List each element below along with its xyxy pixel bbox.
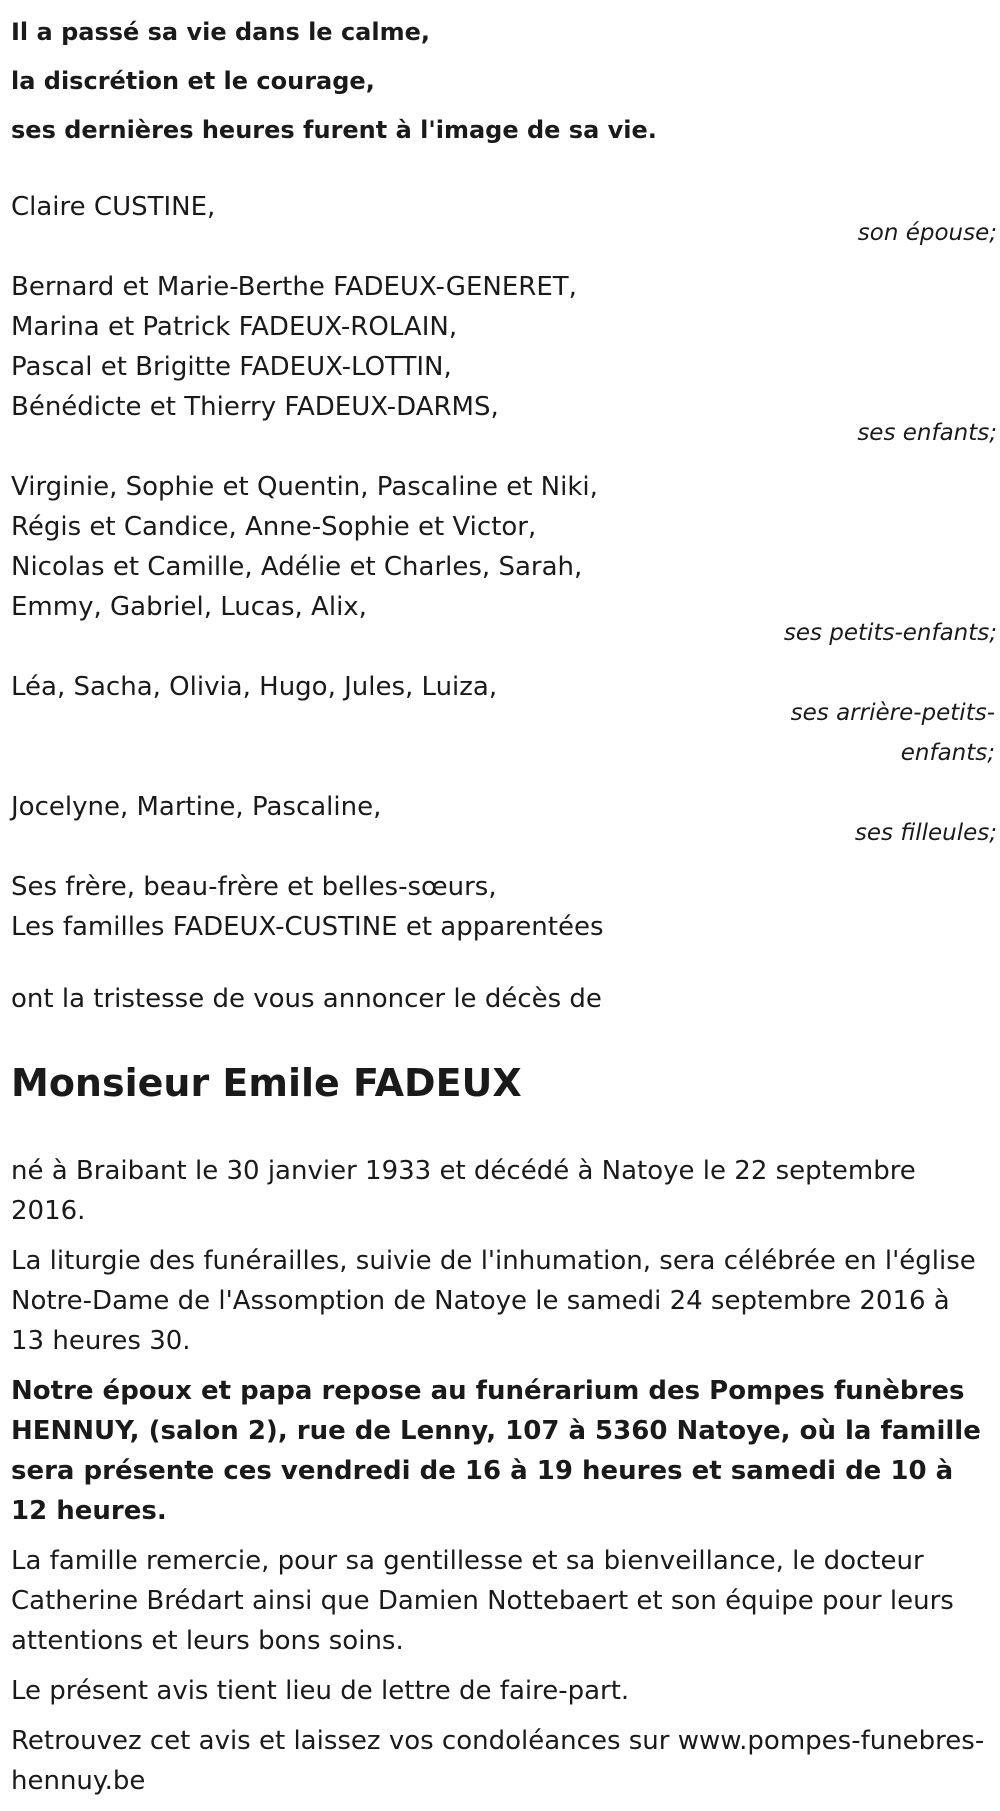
epitaph-line: ses dernières heures furent à l'image de sa vie. xyxy=(11,116,657,144)
family-name-line: Marina et Patrick FADEUX-ROLAIN, xyxy=(11,312,458,342)
family-name-line: Régis et Candice, Anne-Sophie et Victor, xyxy=(11,512,537,542)
funerarium-text: Notre époux et papa repose au funérarium des Pompes funèbres HENNUY, (salon 2), rue de Lenny, 107 à 5360 Natoye, où la famille sera présente ces vendredi de 16 à 19 heures et samedi de 10 à 12 heures. xyxy=(11,1376,981,1526)
family-name-line: Nicolas et Camille, Adélie et Charles, Sarah, xyxy=(11,552,583,582)
family-group-siblings xyxy=(11,867,991,947)
thanks-text: La famille remercie, pour sa gentillesse et sa bienveillance, le docteur Catherine Brédart ainsi que Damien Nottebaert et son équipe pour leurs attentions et leurs bons soins. xyxy=(11,1546,954,1656)
family-list xyxy=(11,187,997,947)
family-names xyxy=(11,867,991,947)
obituary-details xyxy=(11,1151,991,1801)
family-name-line: Emmy, Gabriel, Lucas, Alix, xyxy=(11,592,367,622)
family-group-goddaughters xyxy=(11,787,997,853)
family-names xyxy=(11,267,991,427)
relation-label: ses filleules; xyxy=(854,820,997,846)
family-name-line: Ses frère, beau-frère et belles-sœurs, xyxy=(11,872,497,902)
relation-label-line: ses arrière-petits- xyxy=(790,700,995,726)
obituary-notice xyxy=(11,0,997,1811)
family-group-spouse xyxy=(11,187,997,253)
announcement: ont la tristesse de vous annoncer le décès de xyxy=(11,984,602,1014)
epitaph-line: Il a passé sa vie dans le calme, xyxy=(11,18,430,46)
family-name-line: Claire CUSTINE, xyxy=(11,192,216,222)
family-group-great-grandchildren xyxy=(11,667,995,773)
family-group-children xyxy=(11,267,997,453)
epitaph xyxy=(11,0,991,155)
family-name-line: Bénédicte et Thierry FADEUX-DARMS, xyxy=(11,392,499,422)
family-name-line: Pascal et Brigitte FADEUX-LOTTIN, xyxy=(11,352,452,382)
relation-label: ses petits-enfants; xyxy=(783,620,997,646)
relation-label: ses enfants; xyxy=(857,420,997,446)
deceased-name: Monsieur Emile FADEUX xyxy=(11,1061,522,1105)
family-group-grandchildren xyxy=(11,467,997,653)
family-names xyxy=(11,467,991,627)
birth-death-text: né à Braibant le 30 janvier 1933 et décédé à Natoye le 22 septembre 2016. xyxy=(11,1156,916,1226)
relation-label: son épouse; xyxy=(857,220,997,246)
notice-text: Le présent avis tient lieu de lettre de faire-part. xyxy=(11,1676,630,1706)
relation-label-line: enfants; xyxy=(900,740,995,766)
family-name-line: Jocelyne, Martine, Pascaline, xyxy=(11,792,382,822)
condolences-text: Retrouvez cet avis et laissez vos condoléances sur www.pompes-funebres-hennuy.be xyxy=(11,1726,985,1796)
family-name-line: Les familles FADEUX-CUSTINE et apparentées xyxy=(11,912,604,942)
epitaph-line: la discrétion et le courage, xyxy=(11,67,375,95)
family-name-line: Bernard et Marie-Berthe FADEUX-GENERET, xyxy=(11,272,577,302)
family-name-line: Léa, Sacha, Olivia, Hugo, Jules, Luiza, xyxy=(11,672,498,702)
liturgy-text: La liturgie des funérailles, suivie de l'inhumation, sera célébrée en l'église Notre-Dame de l'Assomption de Natoye le samedi 24 septembre 2016 à 13 heures 30. xyxy=(11,1246,976,1356)
family-name-line: Virginie, Sophie et Quentin, Pascaline et Niki, xyxy=(11,472,598,502)
